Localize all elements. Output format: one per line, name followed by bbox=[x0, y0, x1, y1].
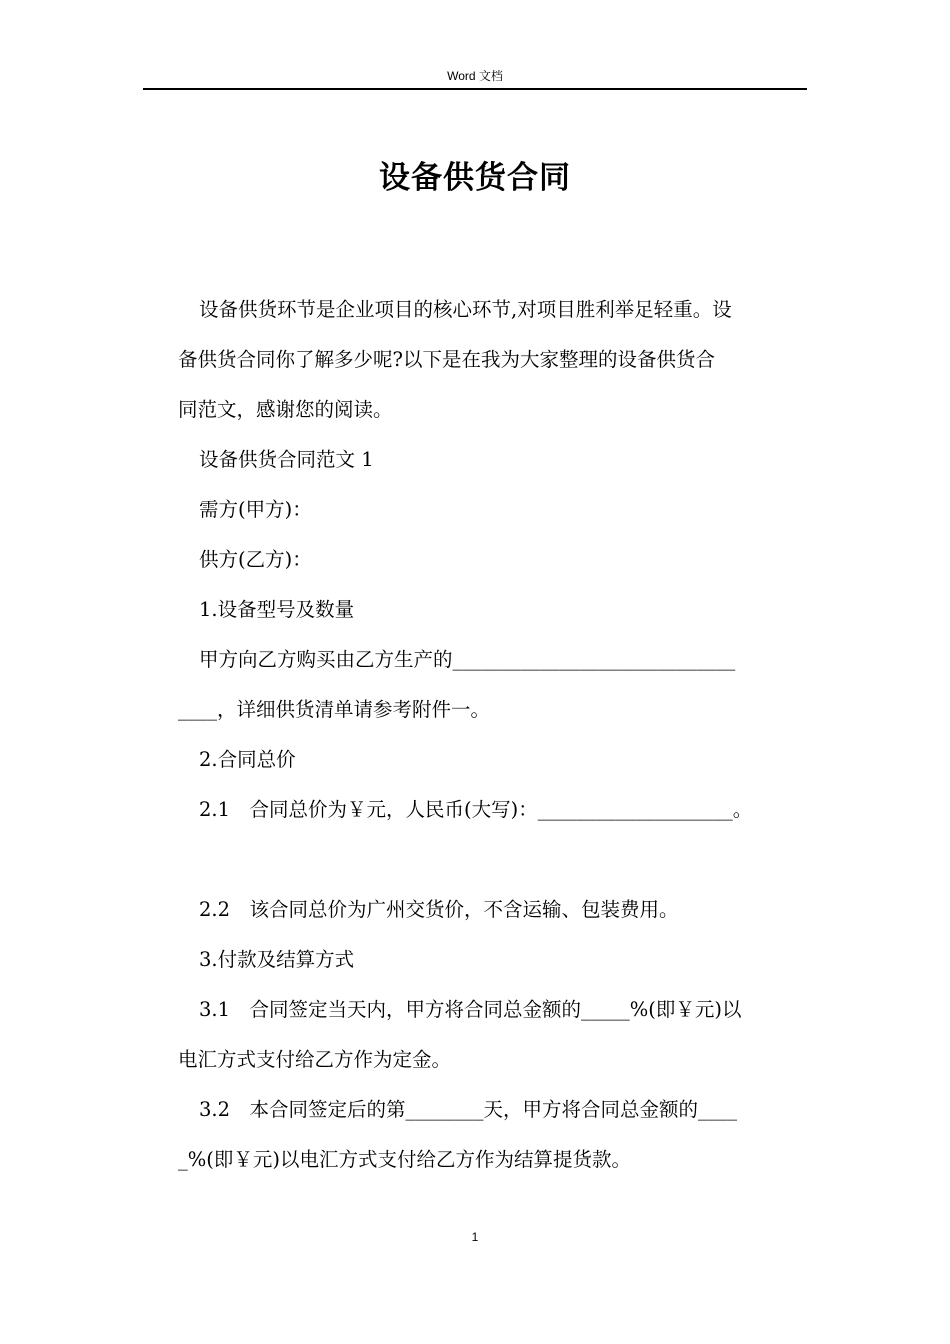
section-1-line-2: ____，详细供货清单请参考附件一。 bbox=[178, 698, 491, 721]
clause-3-1-line-2: 电汇方式支付给乙方作为定金。 bbox=[178, 1048, 452, 1071]
document-title: 设备供货合同 bbox=[379, 160, 571, 196]
intro-line-1: 设备供货环节是企业项目的核心环节,对项目胜利举足轻重。设 bbox=[199, 298, 732, 321]
section-1-heading: 1.设备型号及数量 bbox=[199, 598, 355, 621]
blank-line bbox=[178, 835, 808, 885]
intro-line-3: 同范文，感谢您的阅读。 bbox=[178, 398, 393, 421]
section-3-heading: 3.付款及结算方式 bbox=[199, 948, 355, 971]
clause-2-2: 2.2 该合同总价为广州交货价，不含运输、包装费用。 bbox=[199, 898, 679, 921]
clause-2-1: 2.1 合同总价为￥元，人民币(大写)：____________________。 bbox=[199, 798, 753, 821]
document-body bbox=[178, 285, 808, 1185]
clause-3-1-line-1: 3.1 合同签定当天内，甲方将合同总金额的_____%(即￥元)以 bbox=[199, 998, 742, 1021]
page-number: 1 bbox=[471, 1230, 479, 1244]
clause-3-2-line-2: _%(即￥元)以电汇方式支付给乙方作为结算提货款。 bbox=[178, 1148, 631, 1171]
sample-heading: 设备供货合同范文 1 bbox=[199, 448, 374, 471]
clause-3-2-line-1: 3.2 本合同签定后的第________天，甲方将合同总金额的____ bbox=[199, 1098, 738, 1121]
intro-line-2: 备供货合同你了解多少呢?以下是在我为大家整理的设备供货合 bbox=[178, 348, 715, 371]
page-header bbox=[143, 66, 807, 90]
party-a-line: 需方(甲方)： bbox=[199, 498, 312, 521]
party-b-line: 供方(乙方)： bbox=[199, 548, 312, 571]
section-2-heading: 2.合同总价 bbox=[199, 748, 296, 771]
header-text: Word 文档 bbox=[447, 69, 503, 83]
section-1-line-1: 甲方向乙方购买由乙方生产的_____________________________ bbox=[199, 648, 736, 671]
